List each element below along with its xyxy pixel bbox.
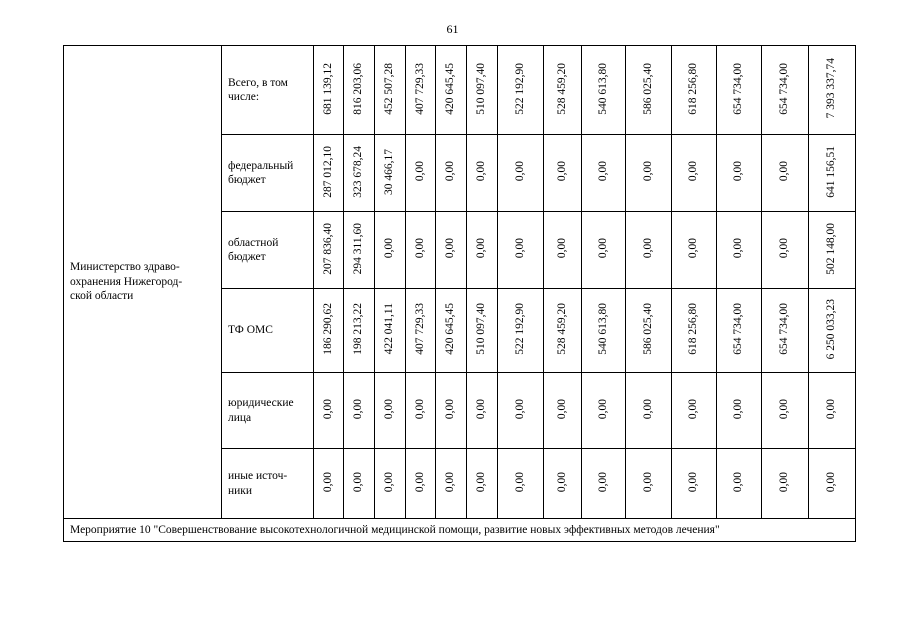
value-text: 586 025,40 (641, 62, 654, 115)
funding-source: юридические лица (222, 373, 314, 449)
value-text: 654 734,00 (778, 303, 791, 355)
value-cell (467, 449, 498, 519)
funding-source: ТФ ОМС (222, 289, 314, 373)
value-text: 0,00 (596, 471, 609, 493)
value-text: 0,00 (687, 398, 700, 420)
value-text: 0,00 (555, 161, 568, 182)
value-text: 0,00 (641, 398, 654, 420)
value-cell (436, 46, 467, 135)
value-text: 294 311,60 (352, 222, 365, 275)
value-cell (375, 289, 406, 373)
value-cell (467, 212, 498, 289)
value-cell (582, 212, 626, 289)
value-text: 0,00 (687, 471, 700, 493)
value-text: 0,00 (352, 398, 365, 420)
value-text: 0,00 (383, 398, 396, 420)
organization-cell (64, 46, 222, 519)
funding-source: иные источ- ники (222, 449, 314, 519)
value-cell (582, 135, 626, 212)
value-cell (582, 373, 626, 449)
value-text: 0,00 (825, 398, 838, 420)
value-text: 0,00 (352, 471, 365, 493)
value-cell (314, 135, 344, 212)
value-cell (717, 212, 762, 289)
budget-table (63, 45, 856, 542)
value-text: 0,00 (444, 398, 457, 420)
value-cell (582, 289, 626, 373)
value-text: 0,00 (641, 161, 654, 182)
value-cell (717, 289, 762, 373)
value-cell (436, 373, 467, 449)
value-text: 0,00 (513, 161, 526, 182)
value-cell (344, 46, 375, 135)
value-cell (406, 212, 436, 289)
value-text: 0,00 (444, 471, 457, 493)
value-cell (762, 449, 809, 519)
value-text: 0,00 (641, 238, 654, 259)
value-text: 0,00 (596, 161, 609, 182)
value-cell (406, 135, 436, 212)
organization-name: Министерство здраво- охранения Нижегород- ской области (70, 261, 183, 303)
value-cell (436, 289, 467, 373)
value-text: 510 097,40 (475, 62, 488, 115)
value-cell (762, 212, 809, 289)
value-cell (498, 135, 544, 212)
value-text: 654 734,00 (778, 62, 791, 115)
value-text: 0,00 (383, 471, 396, 493)
value-cell (375, 373, 406, 449)
value-text: 0,00 (778, 238, 791, 259)
value-cell (344, 135, 375, 212)
value-cell (498, 373, 544, 449)
value-cell (626, 289, 672, 373)
value-cell (672, 449, 717, 519)
value-text: 0,00 (383, 238, 396, 259)
value-text: 0,00 (825, 471, 838, 493)
value-cell (467, 373, 498, 449)
value-cell (406, 449, 436, 519)
value-text: 0,00 (732, 161, 745, 182)
value-text: 0,00 (513, 471, 526, 493)
funding-source: Всего, в том числе: (222, 46, 314, 135)
value-cell (344, 449, 375, 519)
value-cell (544, 289, 582, 373)
value-text: 0,00 (555, 471, 568, 493)
value-text: 407 729,33 (413, 62, 426, 115)
value-text: 420 645,45 (444, 303, 457, 355)
value-cell (375, 46, 406, 135)
value-text: 654 734,00 (732, 62, 745, 115)
value-text: 0,00 (641, 471, 654, 493)
page-number: 61 (446, 22, 459, 36)
value-text: 528 459,20 (555, 303, 568, 355)
value-cell (809, 212, 856, 289)
value-text: 510 097,40 (475, 303, 488, 355)
value-cell (762, 289, 809, 373)
value-text: 0,00 (475, 471, 488, 493)
value-cell (809, 289, 856, 373)
value-cell (498, 449, 544, 519)
value-cell (375, 135, 406, 212)
value-cell (582, 449, 626, 519)
value-cell (544, 135, 582, 212)
value-cell (344, 289, 375, 373)
value-text: 0,00 (475, 161, 488, 182)
value-cell (626, 46, 672, 135)
value-text: 186 290,62 (321, 303, 334, 355)
value-cell (544, 373, 582, 449)
value-text: 618 256,80 (687, 303, 700, 355)
value-cell (672, 289, 717, 373)
value-cell (672, 212, 717, 289)
value-cell (436, 135, 467, 212)
value-text: 420 645,45 (444, 62, 457, 115)
value-text: 0,00 (778, 398, 791, 420)
value-cell (314, 46, 344, 135)
value-cell (467, 46, 498, 135)
value-text: 816 203,06 (352, 62, 365, 115)
value-text: 522 192,90 (513, 62, 526, 115)
value-cell (717, 46, 762, 135)
value-text: 0,00 (778, 471, 791, 493)
value-cell (344, 212, 375, 289)
value-text: 641 156,51 (825, 145, 838, 198)
value-cell (672, 46, 717, 135)
value-cell (344, 373, 375, 449)
value-text: 207 836,40 (321, 222, 334, 275)
value-text: 0,00 (778, 161, 791, 182)
value-cell (809, 373, 856, 449)
value-cell (314, 449, 344, 519)
value-text: 0,00 (732, 471, 745, 493)
value-cell (626, 373, 672, 449)
value-text: 528 459,20 (555, 62, 568, 115)
value-text: 0,00 (413, 471, 426, 493)
table-row (64, 46, 856, 135)
funding-source: федеральный бюджет (222, 135, 314, 212)
value-text: 540 613,80 (596, 303, 609, 355)
event-row (64, 519, 856, 542)
value-cell (498, 212, 544, 289)
value-cell (467, 289, 498, 373)
value-text: 522 192,90 (513, 303, 526, 355)
value-cell (809, 135, 856, 212)
value-cell (498, 289, 544, 373)
funding-source: областной бюджет (222, 212, 314, 289)
value-text: 0,00 (444, 238, 457, 259)
value-text: 0,00 (687, 238, 700, 259)
value-text: 586 025,40 (641, 303, 654, 355)
value-cell (717, 373, 762, 449)
value-text: 6 250 033,23 (825, 298, 838, 360)
value-text: 0,00 (687, 161, 700, 182)
value-text: 0,00 (413, 161, 426, 182)
value-cell (314, 212, 344, 289)
value-cell (544, 46, 582, 135)
value-cell (762, 135, 809, 212)
value-cell (406, 46, 436, 135)
value-cell (626, 212, 672, 289)
value-text: 0,00 (513, 398, 526, 420)
value-cell (717, 449, 762, 519)
value-cell (406, 373, 436, 449)
value-text: 0,00 (475, 398, 488, 420)
value-text: 407 729,33 (413, 303, 426, 355)
value-text: 7 393 337,74 (825, 58, 838, 119)
value-cell (762, 46, 809, 135)
value-text: 0,00 (596, 398, 609, 420)
value-text: 0,00 (555, 238, 568, 259)
value-cell (406, 289, 436, 373)
value-text: 0,00 (413, 238, 426, 259)
value-text: 30 466,17 (383, 148, 396, 195)
event-title: Мероприятие 10 "Совершенствование высокотехнологичной медицинской помощи, развитие новых эффективных методов лечения" (64, 519, 856, 542)
value-cell (375, 212, 406, 289)
value-cell (436, 449, 467, 519)
value-text: 0,00 (444, 161, 457, 182)
value-text: 0,00 (555, 398, 568, 420)
value-cell (717, 135, 762, 212)
value-text: 323 678,24 (352, 145, 365, 198)
value-text: 0,00 (596, 238, 609, 259)
value-text: 0,00 (321, 398, 334, 420)
value-cell (809, 46, 856, 135)
value-text: 287 012,10 (321, 145, 334, 198)
value-cell (375, 449, 406, 519)
value-text: 540 613,80 (596, 62, 609, 115)
value-cell (626, 449, 672, 519)
value-text: 198 213,22 (352, 303, 365, 355)
value-cell (582, 46, 626, 135)
value-cell (762, 373, 809, 449)
value-text: 0,00 (321, 471, 334, 493)
value-cell (314, 289, 344, 373)
value-cell (498, 46, 544, 135)
value-text: 618 256,80 (687, 62, 700, 115)
value-text: 0,00 (475, 238, 488, 259)
value-cell (544, 449, 582, 519)
value-cell (672, 135, 717, 212)
value-cell (626, 135, 672, 212)
value-text: 502 148,00 (825, 222, 838, 275)
value-text: 0,00 (732, 238, 745, 259)
value-text: 0,00 (732, 398, 745, 420)
value-text: 422 041,11 (383, 303, 396, 355)
value-cell (672, 373, 717, 449)
value-cell (436, 212, 467, 289)
value-text: 0,00 (513, 238, 526, 259)
value-text: 0,00 (413, 398, 426, 420)
value-text: 654 734,00 (732, 303, 745, 355)
value-cell (467, 135, 498, 212)
value-text: 452 507,28 (383, 62, 396, 115)
value-cell (544, 212, 582, 289)
value-cell (809, 449, 856, 519)
value-cell (314, 373, 344, 449)
value-text: 681 139,12 (321, 62, 334, 115)
